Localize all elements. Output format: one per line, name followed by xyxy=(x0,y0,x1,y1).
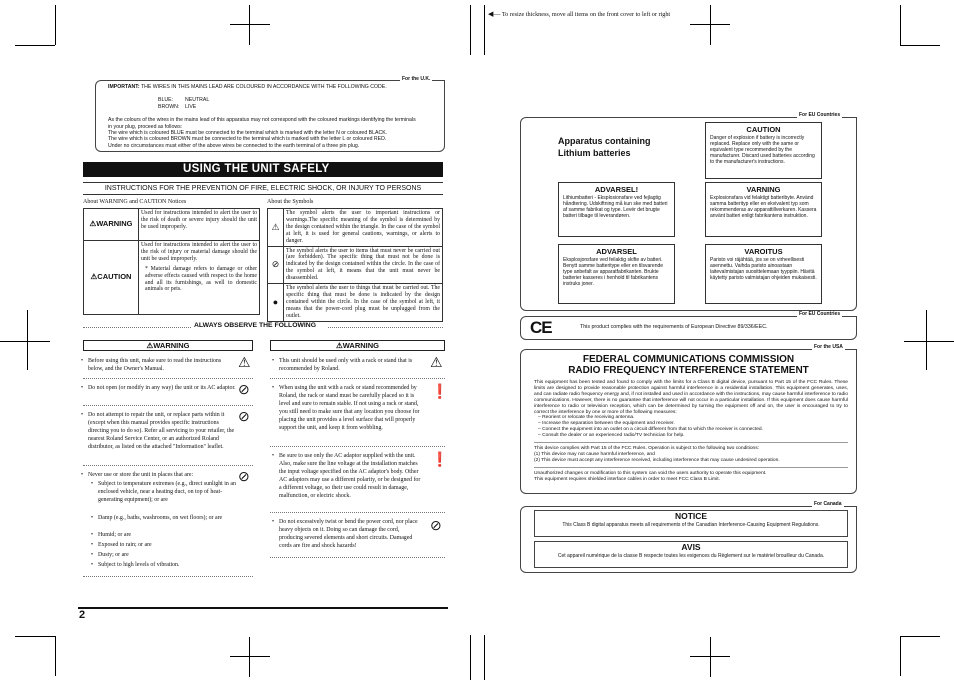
varning-title: VARNING xyxy=(746,185,781,194)
sub-item-2: • Damp (e.g., baths, washrooms, on wet floors); or are xyxy=(91,515,223,521)
fcc-cond-1: (1) This device may not cause harmful interference, and xyxy=(534,451,655,457)
top-note-text: To resize thickness, move all items on the front cover to left or right xyxy=(501,11,671,18)
right-item-2: • When using the unit with a rack or stand recommended by Roland, the rack or stand must be carefully placed so it is level and sure to remain stable. If not using a rack or stand, you still need to make sure that any location you choose for placing the unit provides a level surface that will properly support the unit, and keep it from wobbling. xyxy=(272,385,420,432)
uk-blue-value: NEUTRAL xyxy=(185,97,210,104)
safety-subtitle-text: INSTRUCTIONS FOR THE PREVENTION OF FIRE, ELECTRIC SHOCK, OR INJURY TO PERSONS xyxy=(104,185,422,192)
caution-icon: ⚠ xyxy=(238,354,251,370)
ce-mark-icon: CE xyxy=(530,318,552,337)
fcc-title-2: RADIO FREQUENCY INTERFERENCE STATEMENT xyxy=(568,365,809,376)
fcc-measure: – Consult the dealer or an experienced radio/TV technician for help. xyxy=(538,433,685,439)
caution-row xyxy=(84,241,260,315)
warning-header-left-icon: ⚠ xyxy=(146,341,154,350)
sub-item-3: • Humid; or are xyxy=(91,532,132,538)
uk-brown-label: BROWN: xyxy=(158,103,180,110)
varoitus-box xyxy=(705,244,822,304)
advarsel-no-title: ADVARSEL xyxy=(596,247,637,256)
advarsel-no-text: Eksplosjonsfare ved feilaktig skifte av batteri. Benytt samme batteritype eller en tilsvarende type anbefalt av apparatfabrikanten. Brukte batterier kasseres i henhold til fabrikantens instruks joner. xyxy=(563,257,664,287)
left-item-1-text: Before using this unit, make sure to read the instructions below, and the Owner's Manual. xyxy=(88,358,222,373)
mandatory-icon-2: ❗ xyxy=(431,451,449,467)
notice-text: This Class B digital apparatus meets all requirements of the Canadian Interference-Causing Equipment Regulations. xyxy=(562,522,820,528)
warning-cell xyxy=(84,209,139,241)
always-heading: ALWAYS OBSERVE THE FOLLOWING xyxy=(194,322,316,329)
varning-text: Explosionsfara vid felaktigt batteribyte. Använd samma batterityp eller en ekvivalent typ som rekommenderas av apparattillverkaren. Kassera använt batteri enligt fabrikantens instruktion. xyxy=(710,195,817,219)
sub-item-5: • Dusty; or are xyxy=(91,552,129,558)
sub-item-4-text: Exposed to rain; or are xyxy=(98,542,152,548)
uk-content xyxy=(108,84,420,149)
left-item-4: • Never use or store the unit in places that are: xyxy=(81,472,194,478)
caution-box xyxy=(705,122,822,179)
always-divider-right xyxy=(328,327,443,328)
symbol-row-mandatory xyxy=(268,284,443,322)
fcc-para-3: Unauthorized changes or modification to this system can void the users authority to operate this equipment. xyxy=(534,470,767,476)
divider xyxy=(83,378,253,379)
sub-item-1-text: Subject to temperature extremes (e.g., direct sunlight in an enclosed vehicle, near a heating duct, on top of heat-generating equipment); or are xyxy=(98,481,236,504)
uk-para4: Under no circumstances must either of the above wires be connected to the earth terminal of a three pin plug. xyxy=(108,142,360,149)
unplug-symbol-icon: ● xyxy=(268,284,284,322)
advarsel-dk-text: Lithiumbatteri - Eksplosionsfare ved fejlagtig håndtering. Udskiftning må kun ske med batteri af samme fabrikat og type. Levér det brugte batteri tilbage til leverandøren. xyxy=(563,195,668,219)
symbols-table xyxy=(267,208,443,322)
divider xyxy=(83,405,253,406)
fcc-measure: – Connect the equipment into an outlet on a circuit different from that to which the receiver is connected. xyxy=(538,427,764,433)
advarsel-dk-title: ADVARSEL! xyxy=(594,185,639,194)
divider xyxy=(270,557,445,558)
uk-para2: The wire which is coloured BLUE must be connected to the terminal which is marked with the letter N or coloured BLACK. xyxy=(108,130,388,137)
eu-tag: For EU Countries xyxy=(799,112,841,118)
left-item-1: • Before using this unit, make sure to read the instructions below, and the Owner's Manual. xyxy=(81,358,222,373)
fcc-title-1: FEDERAL COMMUNICATIONS COMMISSION xyxy=(582,354,795,365)
warning-triangle-icon: ⚠ xyxy=(89,219,97,229)
right-item-2-text: When using the unit with a rack or stand recommended by Roland, the rack or stand must be carefully placed so it is level and sure to remain stable. If not using a rack or stand, you still need to make sure that any location you choose for placing the unit provides a level surface that will properly support the unit, and keep it from wobbling. xyxy=(279,385,420,432)
caution-cell xyxy=(84,241,139,315)
caution-text-1: Used for instructions intended to alert the user to the risk of injury or material damage should the unit be used improperly. xyxy=(141,242,257,262)
advarsel-dk-box xyxy=(558,182,675,237)
safety-subtitle xyxy=(83,182,443,195)
uk-important xyxy=(108,84,420,90)
divider xyxy=(270,446,445,447)
avis-title: AVIS xyxy=(681,542,701,552)
avis-box xyxy=(534,541,848,568)
warning-header-right xyxy=(270,340,445,351)
uk-important-label: IMPORTANT: xyxy=(108,84,140,90)
uk-para3: The wire which is coloured BROWN must be connected to the terminal which is marked with the letter L or coloured RED. xyxy=(108,136,387,143)
sub-item-6: • Subject to high levels of vibration. xyxy=(91,562,180,568)
symbol-row-triangle xyxy=(268,209,443,247)
fcc-tag: For the USA xyxy=(814,344,843,350)
symbol-prohibited-text: The symbol alerts the user to items that must never be carried out (are forbidden). The specific thing that must not be done is indicated by the design contained within the circle. In the case of the symbol at left, it means that the unit must never be disassembled. xyxy=(284,246,443,284)
sub-item-3-text: Humid; or are xyxy=(98,532,132,538)
warning-header-left xyxy=(83,340,253,351)
sub-item-6-text: Subject to high levels of vibration. xyxy=(98,562,180,568)
varning-box xyxy=(705,182,822,237)
always-divider-left xyxy=(83,327,191,328)
advarsel-no-box xyxy=(558,244,675,304)
symbol-triangle-text: The symbol alerts the user to important instructions or warnings.The specific meaning of the symbol is determined by the design contained within the triangle. In the case of the symbol at left, it is used for general cautions, warnings, or alerts to danger. xyxy=(284,209,443,247)
divider xyxy=(270,378,445,379)
fcc-measure: – Increase the separation between the equipment and receiver. xyxy=(538,421,675,427)
fcc-para-2: This device complies with Part 15 of the FCC Rules. Operation is subject to the following two conditions: xyxy=(534,446,760,452)
right-item-4: • Do not excessively twist or bend the power cord, nor place heavy objects on it. Doing so can damage the cord, producing severed elements and short circuits. Damaged cords are fire and shock hazards! xyxy=(272,519,418,550)
avis-text: Cet appareil numérique de la classe B respecte toutes les exigences du Règlement sur le matériel brouilleur du Canada. xyxy=(557,553,825,559)
varoitus-title: VAROITUS xyxy=(744,247,783,256)
notices-table xyxy=(83,208,260,315)
left-item-3-text: Do not attempt to repair the unit, or replace parts within it (except when this manual provides specific instructions directing you to do so). Refer all servicing to your retailer, the nearest Roland Service Center, or an authorized Roland distributor, as listed on the attached "Information" leaflet. xyxy=(88,412,235,451)
canada-tag: For Canada xyxy=(814,501,842,507)
about-notices: About WARNING and CAUTION Notices xyxy=(83,199,187,205)
warning-label: WARNING xyxy=(96,219,133,229)
caution-box-title: CAUTION xyxy=(746,125,781,134)
fcc-para-1: This equipment has been tested and found to comply with the limits for a Class B digital device, pursuant to Part 15 of the FCC Rules. These limits are designed to provide reasonable protection against harmful interference in a residential installation. This equipment generates, uses, and can radiate radio frequency energy and, if not installed and used in accordance with the instructions, may cause harmful interference to radio communications. However, there is no guarantee that interference will not occur in a particular installation. If this equipment does cause harmful interference to radio or television reception, which can be determined by turning the equipment off and on, the user is encouraged to try to correct the interference by one or more of the following measures: xyxy=(534,380,848,415)
symbol-mandatory-text: The symbol alerts the user to things that must be carried out. The specific thing that must be done is indicated by the design contained within the circle. In the case of the symbol at left, it means that the power-cord plug must be unplugged from the outlet. xyxy=(284,284,443,322)
divider xyxy=(83,465,253,466)
right-item-4-text: Do not excessively twist or bend the power cord, nor place heavy objects on it. Doing so can damage the cord, producing severed elements and short circuits. Damaged cords are fire and shock hazards! xyxy=(279,519,418,550)
top-note: ◀— To resize thickness, move all items on the front cover to left or right xyxy=(488,10,671,18)
caution-text-2: * Material damage refers to damage or other adverse effects caused with respect to the home and all its furnishings, as well to domestic animals or pets. xyxy=(145,265,257,293)
warning-row xyxy=(84,209,260,241)
caution-box-text: Danger of explosion if battery is incorrectly replaced. Replace only with the same or equivalent type recommended by the manufacturer. Discard used batteries according to the manufacturer's instructions. xyxy=(710,135,815,165)
fcc-measure: – Reorient or relocate the receiving antenna. xyxy=(538,415,635,421)
footer-rule xyxy=(78,607,448,609)
left-item-4-text: Never use or store the unit in places that are: xyxy=(88,472,194,478)
divider xyxy=(270,512,445,513)
apparatus-text: Apparatus containing Lithium batteries xyxy=(558,136,651,158)
ce-tag: For EU Countries xyxy=(799,311,841,317)
right-item-3: • Be sure to use only the AC adaptor supplied with the unit. Also, make sure the line voltage at the installation matches the input voltage specified on the AC adaptor's body. Other AC adaptors may use a different polarity, or be designed for a different voltage, so their use could result in damage, malfunction, or electric shock. xyxy=(272,453,421,500)
uk-important-text: THE WIRES IN THIS MAINS LEAD ARE COLOURED IN ACCORDANCE WITH THE FOLLOWING CODE. xyxy=(140,84,387,90)
warning-header-right-label: WARNING xyxy=(342,341,379,350)
no-disassemble-icon-2: ⊘ xyxy=(238,408,250,424)
safety-title-bar xyxy=(83,162,443,177)
right-item-3-text: Be sure to use only the AC adaptor supplied with the unit. Also, make sure the line voltage at the installation matches the input voltage specified on the AC adaptor's body. Other AC adaptors may use a different polarity, or be designed for a different voltage, so their use could result in damage, malfunction, or electric shock. xyxy=(279,453,421,500)
sub-item-4: • Exposed to rain; or are xyxy=(91,542,152,548)
left-item-2: • Do not open (or modify in any way) the unit or its AC adaptor. xyxy=(81,385,236,391)
uk-para1: As the colours of the wires in the mains lead of this apparatus may not correspond with the coloured markings identifying the terminals in your plug, proceed as follows: xyxy=(108,117,416,130)
fcc-para-4: This equipment requires shielded interface cables in order to meet FCC Class B Limit. xyxy=(534,476,720,482)
uk-brown-value: LIVE xyxy=(185,103,197,110)
warning-header-right-icon: ⚠ xyxy=(336,341,343,350)
notice-box xyxy=(534,510,848,537)
divider xyxy=(83,576,253,577)
warning-text: Used for instructions intended to alert the user to the risk of death or severe injury should the unit be used improperly. xyxy=(139,209,260,241)
varoitus-text: Paristo voi räjähtää, jos se on virheellisesti asennettu. Vaihda paristo ainoastaan laitevalmistajan suosittelemaan tyyppiin. Hävitä käytetty paristo valmistajan ohjeiden mukaisesti. xyxy=(710,257,817,281)
caution-icon-right: ⚠ xyxy=(430,354,443,370)
mandatory-icon: ❗ xyxy=(431,383,449,399)
caution-text-cell xyxy=(139,241,260,315)
prohibited-icon-right: ⊘ xyxy=(430,517,442,533)
safety-title: USING THE UNIT SAFELY xyxy=(183,163,330,175)
uk-blue-label: BLUE: xyxy=(158,97,173,104)
no-disassemble-icon: ⊘ xyxy=(238,381,250,397)
sub-item-1: • Subject to temperature extremes (e.g., direct sunlight in an enclosed vehicle, near a heating duct, on top of heat-generating equipment); or are xyxy=(91,481,236,504)
about-symbols: About the Symbols xyxy=(267,199,314,205)
sub-item-5-text: Dusty; or are xyxy=(98,552,129,558)
right-item-1-text: This unit should be used only with a rack or stand that is recommended by Roland. xyxy=(279,358,413,373)
symbol-row-prohibited xyxy=(268,246,443,284)
notice-title: NOTICE xyxy=(674,511,708,521)
caution-symbol-icon: ⚠ xyxy=(268,209,284,247)
warning-header-left-label: WARNING xyxy=(153,341,190,350)
sub-item-2-text: Damp (e.g., baths, washrooms, on wet floors); or are xyxy=(98,515,223,521)
uk-tag: For the U.K. xyxy=(402,76,431,82)
left-item-2-text: Do not open (or modify in any way) the unit or its AC adaptor. xyxy=(88,385,236,391)
left-item-3: • Do not attempt to repair the unit, or replace parts within it (except when this manual provides specific instructions directing you to do so). Refer all servicing to your retailer, the nearest Roland Service Center, or an authorized Roland distributor, as listed on the attached "Information" leaflet. xyxy=(81,412,235,451)
uk-brown xyxy=(108,104,420,110)
prohibited-icon: ⊘ xyxy=(238,468,250,484)
caution-label: CAUTION xyxy=(97,272,132,282)
page-number: 2 xyxy=(79,609,86,621)
fcc-cond-2: (2) This device must accept any interference received, including interference that may cause undesired operation. xyxy=(534,457,780,463)
fcc-body xyxy=(534,380,848,483)
prohibited-symbol-icon: ⊘ xyxy=(268,246,284,284)
right-item-1: • This unit should be used only with a rack or stand that is recommended by Roland. xyxy=(272,358,413,373)
ce-text: This product complies with the requirements of European Directive 89/336/EEC. xyxy=(580,324,768,330)
caution-triangle-icon: ⚠ xyxy=(90,272,98,282)
